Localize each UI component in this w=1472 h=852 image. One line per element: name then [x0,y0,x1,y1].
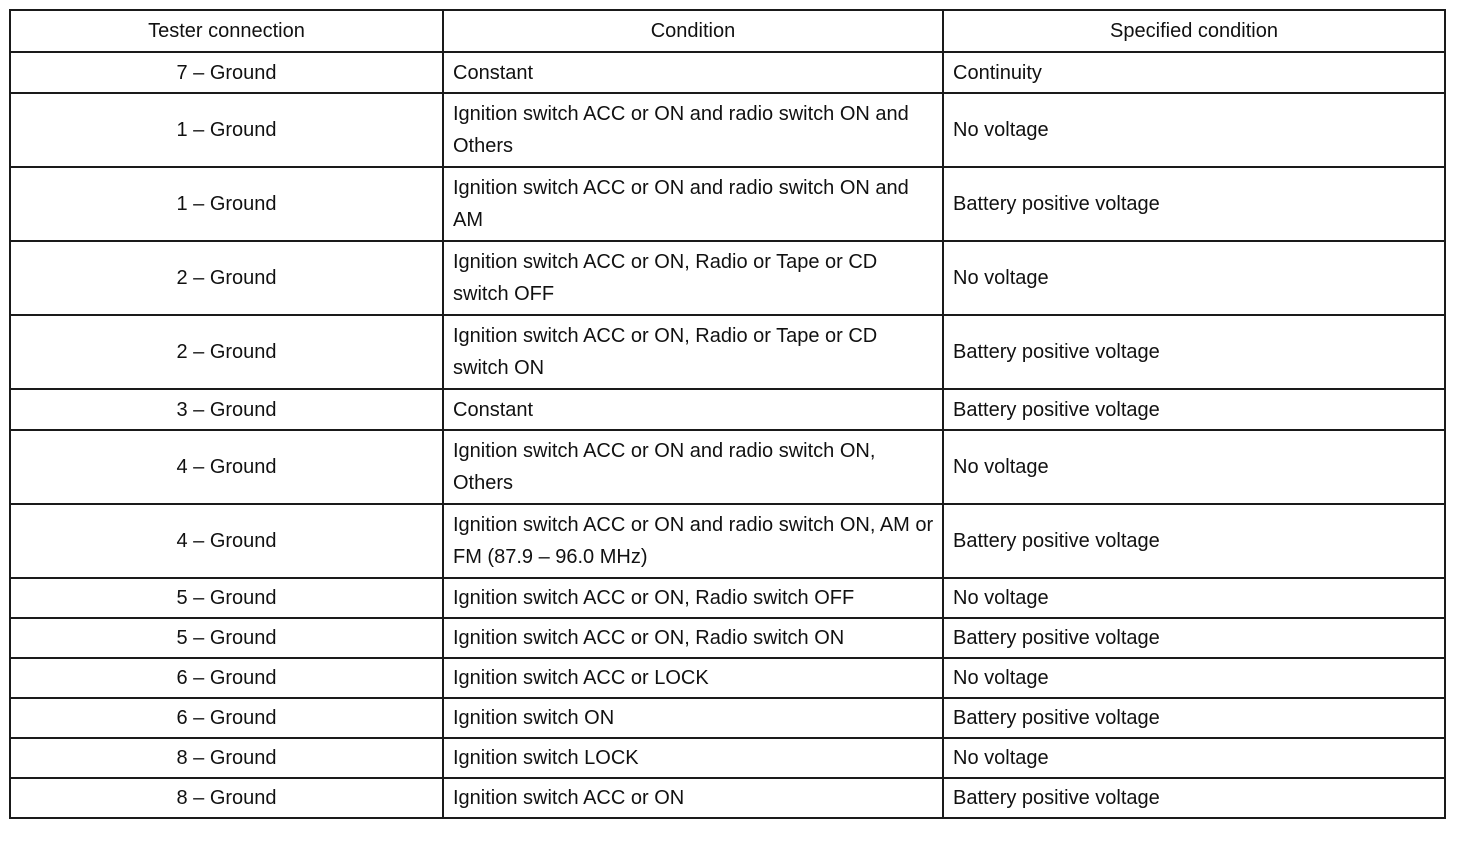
specified-condition-cell: Continuity [943,52,1445,93]
table-row [10,618,1445,658]
tester-connection-cell: 4 – Ground [10,504,443,578]
specified-condition-cell: No voltage [943,738,1445,778]
table-row [10,430,1445,504]
header-specified-condition: Specified condition [943,10,1445,52]
condition-cell: Ignition switch ACC or LOCK [443,658,943,698]
table-row [10,315,1445,389]
condition-cell: Ignition switch ACC or ON and radio switch ON, AM or FM (87.9 – 96.0 MHz) [443,504,943,578]
table-row [10,167,1445,241]
tester-connection-cell: 1 – Ground [10,167,443,241]
tester-connection-cell: 2 – Ground [10,315,443,389]
tester-connection-cell: 6 – Ground [10,658,443,698]
table-row [10,389,1445,430]
table-row [10,658,1445,698]
specified-condition-cell: Battery positive voltage [943,618,1445,658]
condition-cell: Ignition switch ACC or ON and radio switch ON and AM [443,167,943,241]
condition-cell: Constant [443,52,943,93]
tester-connection-cell: 3 – Ground [10,389,443,430]
specified-condition-cell: No voltage [943,430,1445,504]
specified-condition-cell: Battery positive voltage [943,698,1445,738]
table-row [10,504,1445,578]
condition-cell: Ignition switch ACC or ON, Radio switch OFF [443,578,943,618]
tester-connection-cell: 6 – Ground [10,698,443,738]
condition-cell: Ignition switch ACC or ON and radio switch ON, Others [443,430,943,504]
table-row [10,778,1445,818]
specified-condition-cell: No voltage [943,658,1445,698]
specified-condition-cell: Battery positive voltage [943,167,1445,241]
specified-condition-cell: No voltage [943,93,1445,167]
tester-connection-cell: 8 – Ground [10,778,443,818]
tester-connection-cell: 4 – Ground [10,430,443,504]
condition-cell: Ignition switch LOCK [443,738,943,778]
table-row [10,578,1445,618]
specified-condition-cell: No voltage [943,578,1445,618]
table-row [10,93,1445,167]
condition-cell: Ignition switch ON [443,698,943,738]
condition-cell: Ignition switch ACC or ON, Radio switch ON [443,618,943,658]
specified-condition-cell: Battery positive voltage [943,389,1445,430]
condition-cell: Ignition switch ACC or ON and radio switch ON and Others [443,93,943,167]
header-condition: Condition [443,10,943,52]
tester-connection-cell: 1 – Ground [10,93,443,167]
condition-cell: Ignition switch ACC or ON, Radio or Tape or CD switch ON [443,315,943,389]
tester-connection-cell: 8 – Ground [10,738,443,778]
tester-connection-cell: 2 – Ground [10,241,443,315]
table-row [10,698,1445,738]
specified-condition-cell: No voltage [943,241,1445,315]
condition-cell: Ignition switch ACC or ON, Radio or Tape or CD switch OFF [443,241,943,315]
tester-connection-cell: 7 – Ground [10,52,443,93]
specification-table [9,9,1446,819]
specified-condition-cell: Battery positive voltage [943,315,1445,389]
specified-condition-cell: Battery positive voltage [943,504,1445,578]
header-row [10,10,1445,52]
condition-cell: Ignition switch ACC or ON [443,778,943,818]
table-row [10,738,1445,778]
header-tester-connection: Tester connection [10,10,443,52]
specified-condition-cell: Battery positive voltage [943,778,1445,818]
tester-connection-cell: 5 – Ground [10,618,443,658]
tester-connection-cell: 5 – Ground [10,578,443,618]
table-row [10,52,1445,93]
table-row [10,241,1445,315]
condition-cell: Constant [443,389,943,430]
